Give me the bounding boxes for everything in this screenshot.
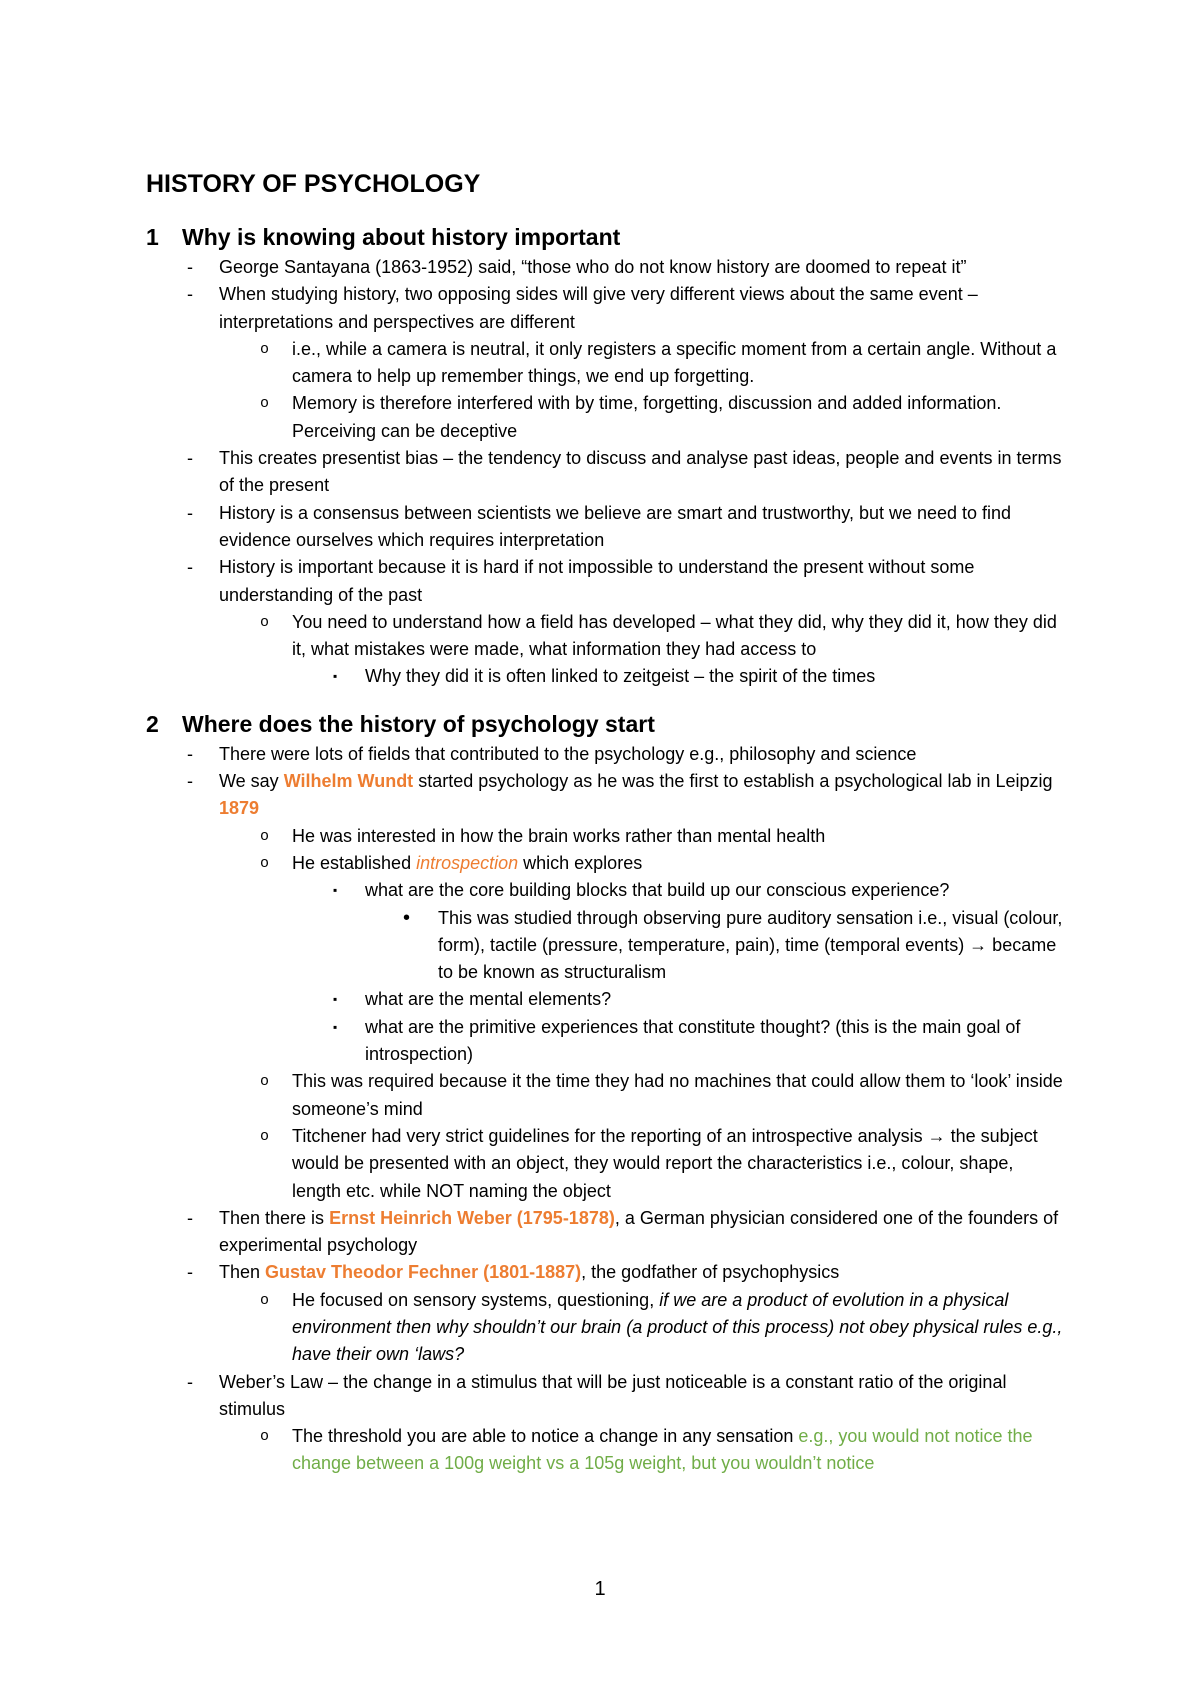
dash-bullet: - [187,743,193,764]
section-1-heading [146,222,1066,252]
section-title: Why is knowing about history important [182,224,621,250]
square-bullet: ▪ [333,883,338,898]
list-item: ▪ what are the mental elements? [146,986,1066,1013]
circle-bullet: o [260,1291,270,1309]
list-item: - This creates presentist bias – the tendency to discuss and analyse past ideas, people and events in terms of the present [146,445,1066,500]
list-item: o You need to understand how a field has developed – what they did, why they did it, how they did it, what mistakes were made, what information they had access to [146,609,1066,664]
list-item: ▪ what are the primitive experiences that constitute thought? (this is the main goal of introspection) [146,1014,1066,1069]
section-2-list [146,741,1066,1478]
circle-bullet: o [260,340,270,358]
list-item: o He established introspection which explores [146,850,1066,877]
person-name-highlight: Ernst Heinrich Weber (1795-1878) [329,1207,615,1228]
list-item: - When studying history, two opposing sides will give very different views about the same event – interpretations and perspectives are different [146,281,1066,336]
list-item: - History is a consensus between scientists we believe are smart and trustworthy, but we need to find evidence ourselves which requires interpretation [146,500,1066,555]
year-highlight: 1879 [219,798,260,819]
square-bullet: ▪ [333,1019,338,1034]
dash-bullet: - [187,557,193,578]
circle-bullet: o [260,1073,270,1091]
example-highlight: e.g., you would not notice the change between a 100g weight vs a 105g weight, but you wouldn’t notice [292,1426,1033,1474]
circle-bullet: o [260,827,270,845]
list-item: ▪ Why they did it is often linked to zeitgeist – the spirit of the times [146,663,1066,690]
dash-bullet: - [187,257,193,277]
circle-bullet: o [260,1127,270,1145]
page-content [146,168,1066,1478]
section-number: 2 [146,710,159,737]
dash-bullet: - [187,502,193,523]
person-name-highlight: Wilhelm Wundt [283,771,414,792]
circle-bullet: o [260,1428,270,1446]
section-title: Where does the history of psychology start [182,710,655,737]
dot-bullet: • [403,906,411,929]
list-item: - George Santayana (1863-1952) said, “those who do not know history are doomed to repeat it” [146,254,1066,281]
person-name-highlight: Gustav Theodor Fechner (1801-1887) [265,1262,582,1283]
circle-bullet: o [260,395,270,413]
list-item: - There were lots of fields that contributed to the psychology e.g., philosophy and science [146,741,1066,768]
list-item: o i.e., while a camera is neutral, it only registers a specific moment from a certain angle. Without a camera to help up remember things, we end up forgetting. [146,336,1066,391]
list-item: o Titchener had very strict guidelines for the reporting of an introspective analysis → the subject would be presented with an object, they would report the characteristics i.e., colour, shape, length etc. while NOT naming the object [146,1123,1066,1205]
list-item: o Memory is therefore interfered with by time, forgetting, discussion and added information. Perceiving can be deceptive [146,390,1066,445]
italic-quote: if we are a product of evolution in a physical environment then why shouldn’t our brain (a product of this process) not obey physical rules e.g., have their own ‘laws? [292,1289,1063,1365]
section-number: 1 [146,224,159,250]
list-item: o He focused on sensory systems, questioning, if we are a product of evolution in a physical environment then why shouldn’t our brain (a product of this process) not obey physical rules e.g., have their own ‘laws? [146,1287,1066,1369]
square-bullet: ▪ [333,669,338,684]
dash-bullet: - [187,1371,193,1392]
page-number: 1 [594,1578,606,1600]
dash-bullet: - [187,448,193,469]
dash-bullet: - [187,1207,193,1228]
section-1-list [146,254,1066,691]
square-bullet: ▪ [333,992,338,1007]
circle-bullet: o [260,613,270,631]
list-item: • This was studied through observing pure auditory sensation i.e., visual (colour, form), tactile (pressure, temperature, pain), time (temporal events) → became to be known as structuralism [403,906,1063,983]
list-item: - Then there is Ernst Heinrich Weber (1795-1878), a German physician considered one of the founders of experimental psychology [146,1205,1066,1260]
circle-bullet: o [260,854,270,872]
list-item: - We say Wilhelm Wundt started psychology as he was the first to establish a psychological lab in Leipzig 1879 [146,768,1066,823]
list-item: - History is important because it is hard if not impossible to understand the present without some understanding of the past [146,554,1066,609]
list-item: - Weber’s Law – the change in a stimulus that will be just noticeable is a constant ratio of the original stimulus [146,1369,1066,1424]
document-title: HISTORY OF PSYCHOLOGY [146,170,481,198]
list-item: ▪ what are the core building blocks that build up our conscious experience? [146,877,1066,904]
list-item: o The threshold you are able to notice a change in any sensation e.g., you would not notice the change between a 100g weight vs a 105g weight, but you wouldn’t notice [146,1423,1066,1478]
section-2-heading [146,709,1066,739]
dash-bullet: - [187,284,193,305]
dash-bullet: - [187,1262,193,1283]
dash-bullet: - [187,771,193,792]
list-item: o This was required because it the time they had no machines that could allow them to ‘look’ inside someone’s mind [146,1068,1066,1123]
term-highlight: introspection [416,852,519,873]
list-item: - Then Gustav Theodor Fechner (1801-1887), the godfather of psychophysics [146,1259,1066,1286]
list-item: o He was interested in how the brain works rather than mental health [146,823,1066,850]
